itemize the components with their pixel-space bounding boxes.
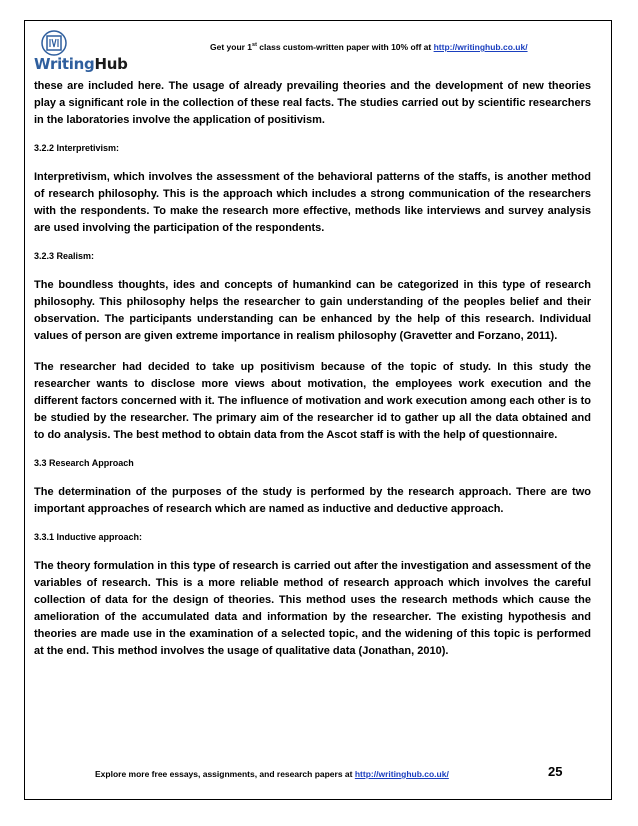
heading-interpretivism: 3.2.2 Interpretivism: bbox=[34, 143, 120, 153]
logo-text-writing: Writing bbox=[34, 55, 95, 73]
page-number: 25 bbox=[548, 764, 563, 779]
paragraph-positivism-end: these are included here. The usage of already prevailing theories and the development of new theories play a significant role in the collection of these real facts. The studies carried out by scientific researchers in the laboratories involve the application of positivism. bbox=[34, 80, 591, 126]
footer-text: Explore more free essays, assignments, and research papers at bbox=[95, 769, 355, 779]
promo-prefix: Get your 1 bbox=[210, 42, 253, 52]
header-promo bbox=[210, 42, 528, 52]
paragraph-realism: The boundless thoughts, ides and concepts of humankind can be categorized in this type of research philosophy. This philosophy helps the researcher to gain understanding of the peoples belief and their observation. The participants understanding can be enhanced by the help of this research. Individual values of person are given extreme importance in realism philosophy (Gravetter and Forzano, 2011). bbox=[34, 279, 591, 342]
paragraph-research-approach: The determination of the purposes of the study is performed by the research approach. There are two important approaches of research which are named as inductive and deductive approach. bbox=[34, 486, 591, 515]
paragraph-interpretivism: Interpretivism, which involves the assessment of the behavioral patterns of the staffs, is another method of research philosophy. This is the approach which includes a strong communication of the researchers with the respondents. To make the research more effective, methods like interviews and survey analysis are used involving the participation of the respondents. bbox=[34, 171, 591, 234]
paragraph-inductive-approach: The theory formulation in this type of research is carried out after the investigation and assessment of the variables of research. This is a more reliable method of research approach which involves the careful collection of data for the design of theories. This method uses the research methods which cause the amelioration of the accumulated data and information by the researcher. The existing hypothesis and theories are made use in the examination of a selected topic, and the widening of this topic is performed at the end. This method involves the usage of qualitative data (Jonathan, 2010). bbox=[34, 560, 591, 657]
footer bbox=[95, 769, 449, 779]
promo-superscript: st bbox=[252, 42, 257, 49]
document-body bbox=[34, 78, 591, 660]
book-emblem-icon bbox=[40, 30, 68, 56]
paragraph-positivism-choice: The researcher had decided to take up positivism because of the topic of study. In this study the researcher wants to disclose more views about motivation, the employees work execution and the different factors concerned with it. The influence of motivation and work execution among each other is to be studied by the researcher. The primary aim of the researcher id to gather up all the data obtained and to do analysis. The best method to obtain data from the Ascot staff is with the help of questionnaire. bbox=[34, 361, 591, 441]
heading-inductive-approach: 3.3.1 Inductive approach: bbox=[34, 532, 143, 542]
logo-wordmark bbox=[34, 55, 128, 73]
footer-link[interactable]: http://writinghub.co.uk/ bbox=[354, 769, 449, 779]
heading-realism: 3.2.3 Realism: bbox=[34, 251, 95, 261]
logo-text-hub: Hub bbox=[94, 55, 128, 73]
header-link[interactable]: http://writinghub.co.uk/ bbox=[433, 42, 528, 52]
heading-research-approach: 3.3 Research Approach bbox=[34, 458, 134, 468]
promo-middle: class custom-written paper with 10% off at bbox=[256, 42, 434, 52]
